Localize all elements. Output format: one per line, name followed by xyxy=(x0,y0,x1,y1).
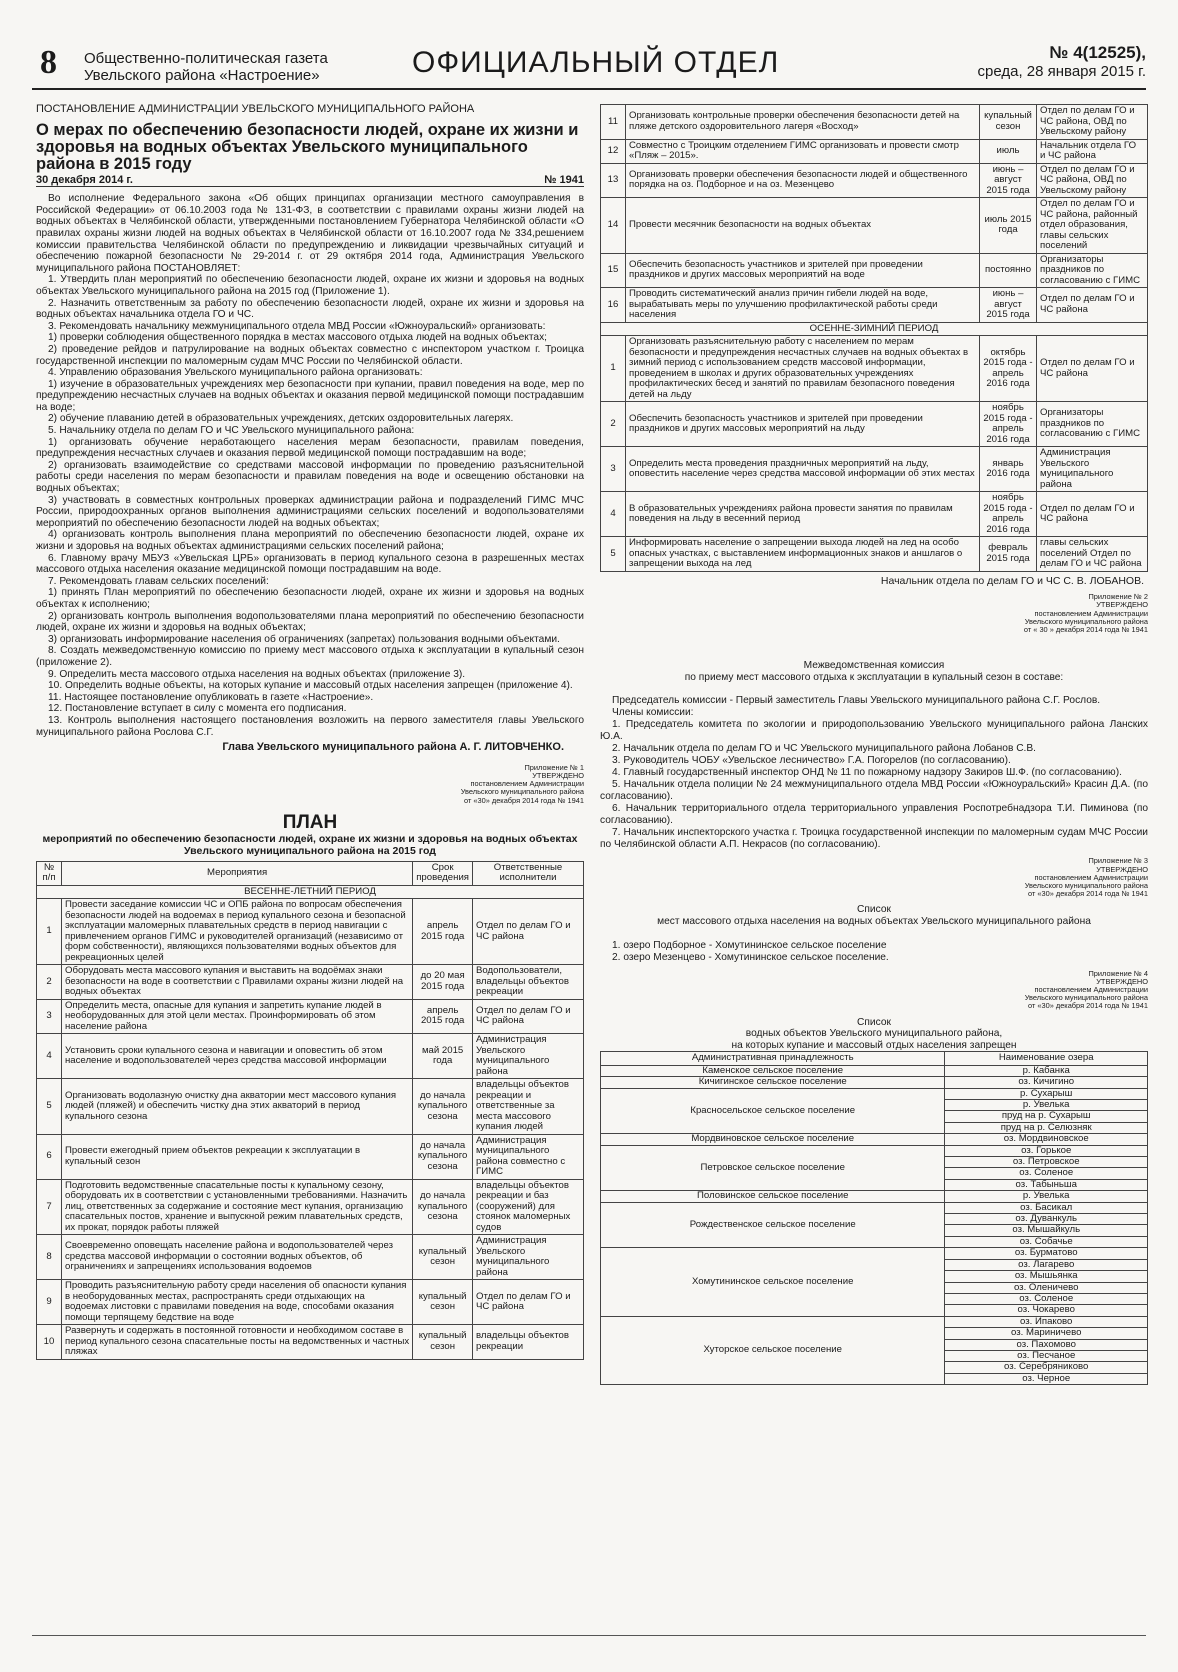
decree-title: О мерах по обеспечению безопасности людей, охране их жизни и здоровья на водных объектах Увельского муниципального района в 2015 году xyxy=(36,120,579,173)
row-number: 16 xyxy=(601,288,626,323)
lake-name: оз. Оленичево xyxy=(945,1282,1148,1293)
table-row xyxy=(601,1145,1148,1156)
table-row xyxy=(601,288,1148,323)
decree-paragraph: 2) организовать контроль выполнения водопользователями плана мероприятий по обеспечению безопасности людей, охране их жизни и здоровья на водных объектах; xyxy=(36,610,584,634)
row-responsible: Отдел по делам ГО и ЧС района xyxy=(473,1280,584,1325)
table-row xyxy=(601,1191,1148,1202)
row-activity: Проводить разъяснительную работу среди населения об опасности купания в необорудованных местах, распространять среди отдыхающих на водоемах листовки с правилами поведения на воде, способами оказания помощи терпящему бедствие на воде xyxy=(62,1280,413,1325)
decree-paragraph: Во исполнение Федерального закона «Об общих принципах организации местного самоуправления в Российской Федерации» от 06.10.2003 года № 131-ФЗ, в соответствии с правилами охраны жизни людей на водных объектах в Челябинской области, утвержденными постановлением Губернатора Челябинской области «О правилах охраны жизни людей на водных объектах в Челябинской области от 16.10.2007 года № 334,решением комиссии правительства Челябинской области по предупреждению и ликвидации чрезвычайных ситуаций и обеспечению пожарной безопасности № 29-2014 г. от 29 октября 2014 года, Администрация Увельского муниципального района ПОСТАНОВЛЯЕТ: xyxy=(36,193,584,274)
plan-table-left xyxy=(36,861,584,1360)
appendix-stamp-line: Приложение № 3 xyxy=(1088,856,1148,866)
row-number: 6 xyxy=(37,1134,62,1179)
table-row xyxy=(601,402,1148,447)
lake-name: оз. Дуванкуль xyxy=(945,1214,1148,1225)
appendix-stamp-line: постановлением Администрации xyxy=(470,779,584,789)
paper-line-2: Увельского района «Настроение» xyxy=(84,67,320,84)
decree-paragraph: 1) проверки соблюдения общественного порядка в местах массового отдыха людей на водных объектах; xyxy=(48,332,547,344)
row-responsible: Отдел по делам ГО и ЧС района xyxy=(1037,492,1148,537)
decree-date: 30 декабря 2014 г. xyxy=(36,173,133,186)
table-row xyxy=(37,899,584,965)
row-number: 12 xyxy=(601,139,626,163)
row-term: ноябрь 2015 года - апрель 2016 года xyxy=(980,492,1037,537)
appendix-stamp-line: Увельского муниципального района xyxy=(1024,993,1148,1003)
col-header-number: № п/п xyxy=(37,861,62,885)
lake-name: р. Кабанка xyxy=(945,1065,1148,1076)
row-activity: Развернуть и содержать в постоянной готовности и необходимом составе в период купального сезона спасательные посты на ведомственных и частных пляжах xyxy=(62,1325,413,1360)
table-row xyxy=(601,198,1148,254)
lake-name: оз. Лагарево xyxy=(945,1259,1148,1270)
commission-item: Члены комиссии: xyxy=(612,707,694,719)
row-number: 13 xyxy=(601,163,626,198)
row-term: до начала купального сезона xyxy=(413,1079,473,1135)
row-activity: Организовать водолазную очистку дна акватории мест массового купания людей (пляжей) и обеспечить чистку дна этих акваторий в период купального сезона xyxy=(62,1079,413,1135)
row-responsible: Отдел по делам ГО и ЧС района xyxy=(473,899,584,965)
issue-number: № 4(12525), xyxy=(1049,43,1146,62)
row-responsible: Администрация Увельского муниципального района xyxy=(473,1235,584,1280)
col-header-term: Срок проведения xyxy=(413,861,473,885)
settlement-name: Каменское сельское поселение xyxy=(601,1065,945,1076)
places-item: 2. озеро Мезенцево - Хомутининское сельское поселение. xyxy=(612,951,889,963)
table-row xyxy=(37,999,584,1034)
row-responsible: Организаторы праздников по согласованию с ГИМС xyxy=(1037,402,1148,447)
page-header xyxy=(32,40,1146,90)
row-activity: Оборудовать места массового купания и выставить на водоёмах знаки безопасности на воде в соответствии с Правилами охраны жизни людей на водных объектах xyxy=(62,965,413,1000)
lake-name: оз. Бурматово xyxy=(945,1248,1148,1259)
lakes-subtitle-1: водных объектов Увельского муниципального района, xyxy=(745,1028,1003,1040)
row-activity: Проводить систематический анализ причин гибели людей на воде, вырабатывать меры по улучшению профилактической работы среди населения xyxy=(626,288,980,323)
lake-name: оз. Горькое xyxy=(945,1145,1148,1156)
appendix-stamp-line: от «30» декабря 2014 года № 1941 xyxy=(464,795,584,805)
commission-list xyxy=(600,695,1148,851)
appendix-stamp-line: от « 30 » декабря 2014 года № 1941 xyxy=(1023,624,1148,634)
row-term: купальный сезон xyxy=(980,105,1037,140)
settlement-name: Мордвиновское сельское поселение xyxy=(601,1134,945,1145)
places-title: Список xyxy=(857,904,891,916)
lake-name: оз. Соленое xyxy=(945,1293,1148,1304)
table-row xyxy=(601,1065,1148,1076)
appendix-stamp-line: Увельского муниципального района xyxy=(460,787,584,797)
row-term: постоянно xyxy=(980,253,1037,288)
row-term: купальный сезон xyxy=(413,1235,473,1280)
lakes-col-settlement: Административная принадлежность xyxy=(601,1052,945,1066)
row-activity: Организовать разъяснительную работу с населением по мерам безопасности и предупреждения несчастных случаев на водных объектах в зимний период с использованием средств массовой информации, проведением в школах и других образовательных учреждениях профилактических бесед и занятий по правилам безопасного поведения детей на льду xyxy=(626,336,980,402)
table-row xyxy=(601,492,1148,537)
row-number: 8 xyxy=(37,1235,62,1280)
settlement-name: Половинское сельское поселение xyxy=(601,1191,945,1202)
row-term: январь 2016 года xyxy=(980,447,1037,492)
decree-signature: Глава Увельского муниципального района А. Г. ЛИТОВЧЕНКО. xyxy=(222,741,564,754)
decree-paragraph: 2) проведение рейдов и патрулирование на водных объектах совместно с инспектором участком г. Троицка государственной инспекции по маломерным судам МЧС России по Челябинской области. xyxy=(36,343,584,367)
page-number: 8 xyxy=(40,44,57,81)
lake-name: р. Сухарыш xyxy=(945,1088,1148,1099)
settlement-name: Петровское сельское поселение xyxy=(601,1145,945,1191)
places-item: 1. озеро Подборное - Хомутининское сельское поселение xyxy=(612,939,887,951)
decree-paragraph: 1. Утвердить план мероприятий по обеспечению безопасности людей, охране их жизни и здоровья на водных объектах Увельского муниципального района на 2015 год (Приложение 1). xyxy=(36,274,584,297)
lake-name: оз. Табыньша xyxy=(945,1179,1148,1190)
row-term: ноябрь 2015 года - апрель 2016 года xyxy=(980,402,1037,447)
row-number: 15 xyxy=(601,253,626,288)
decree-paragraph: 1) изучение в образовательных учреждениях мер безопасности при купании, правил поведения на воде, мер по предупреждению несчастных случаев на водных объектах и оказания первой медицинской помощи пострадавшим на воде; xyxy=(36,378,584,413)
table-row xyxy=(37,1034,584,1079)
settlement-name: Красносельское сельское поселение xyxy=(601,1088,945,1134)
lake-name: оз. Мариничево xyxy=(945,1328,1148,1339)
period-winter: ОСЕННЕ-ЗИМНИЙ ПЕРИОД xyxy=(601,322,1148,336)
lake-name: пруд на р. Сухарыш xyxy=(945,1111,1148,1122)
decree-paragraph: 3. Рекомендовать начальнику межмуниципального отдела МВД России «Южноуральский» организовать: xyxy=(48,320,546,332)
decree-paragraph: 8. Создать межведомственную комиссию по приему мест массового отдыха к эксплуатации в купальный сезон (приложение 2). xyxy=(36,645,584,668)
table-row xyxy=(37,1235,584,1280)
row-activity: Определить места проведения праздничных мероприятий на льду, оповестить население через средства массовой информации об этих местах xyxy=(626,447,980,492)
places-list xyxy=(600,940,1148,964)
lake-name: оз. Собачье xyxy=(945,1236,1148,1247)
table-row xyxy=(601,1316,1148,1327)
decree-paragraph: 10. Определить водные объекты, на которых купание и массовый отдых населения запрещен (приложение 4). xyxy=(48,680,573,692)
table-row xyxy=(601,105,1148,140)
row-term: апрель 2015 года xyxy=(413,899,473,965)
row-activity: Обеспечить безопасность участников и зрителей при проведении праздников и других массовых мероприятий на воде xyxy=(626,253,980,288)
lakes-title: Список xyxy=(857,1016,891,1028)
table-row xyxy=(601,336,1148,402)
settlement-name: Рождественское сельское поселение xyxy=(601,1202,945,1248)
row-number: 7 xyxy=(37,1179,62,1235)
row-activity: Подготовить ведомственные спасательные посты к купальному сезону, оборудовать их в соответствии с установленными требованиями. Назначить лиц, ответственных за содержание и состояние мест купания, организацию спасательных постов, хранение и выпускной режим плавательных средств, их прокат, порядок работы пляжей xyxy=(62,1179,413,1235)
table-row xyxy=(37,1134,584,1179)
table-row xyxy=(37,1280,584,1325)
row-responsible: Отдел по делам ГО и ЧС района, ОВД по Увельскому району xyxy=(1037,163,1148,198)
row-activity: Определить места, опасные для купания и запретить купание людей в необорудованных для этой цели местах. Проинформировать об этом население района xyxy=(62,999,413,1034)
plan-title: ПЛАН xyxy=(282,811,338,833)
lake-name: пруд на р. Селюзняк xyxy=(945,1122,1148,1133)
decree-paragraph: 12. Постановление вступает в силу с момента его подписания. xyxy=(48,703,347,715)
row-activity: В образовательных учреждениях района провести занятия по правилам поведения на льду в весенний период xyxy=(626,492,980,537)
lake-name: оз. Мышьянка xyxy=(945,1271,1148,1282)
table-row xyxy=(601,537,1148,572)
table-row xyxy=(601,1134,1148,1145)
right-column xyxy=(600,104,1148,1385)
row-activity: Совместно с Троицким отделением ГИМС организовать и провести смотр «Пляж – 2015». xyxy=(626,139,980,163)
appendix-stamp-line: Приложение № 2 xyxy=(1088,592,1148,602)
row-responsible: владельцы объектов рекреации и ответственные за места массового купания людей xyxy=(473,1079,584,1135)
appendix-stamp-line: УТВЕРЖДЕНО xyxy=(532,770,584,780)
decree-paragraph: 5. Начальнику отдела по делам ГО и ЧС Увельского муниципального района: xyxy=(48,425,415,437)
row-term: май 2015 года xyxy=(413,1034,473,1079)
decree-paragraph: 4) организовать контроль выполнения плана мероприятий по обеспечению безопасности людей, охране их жизни и здоровья на водных объектах администрациями сельских поселений района; xyxy=(36,529,584,552)
appendix-1-stamp xyxy=(36,764,584,805)
newspaper-name xyxy=(84,50,328,84)
table-row xyxy=(601,163,1148,198)
settlement-name: Хомутининское сельское поселение xyxy=(601,1248,945,1316)
lake-name: р. Увелька xyxy=(945,1191,1148,1202)
commission-item: 1. Председатель комитета по экологии и природопользованию Увельского муниципального района Ланских Ю.А. xyxy=(600,719,1148,743)
decree-number: № 1941 xyxy=(544,173,584,186)
lake-name: оз. Чокарево xyxy=(945,1305,1148,1316)
appendix-stamp-line: Приложение № 4 xyxy=(1088,968,1148,978)
decree-paragraph: 2) организовать взаимодействие со средствами массовой информации по проведению разъяснительной работы среди населения по мерам безопасности и правилам поведения на воде и освещению обстановки на водных объектах; xyxy=(36,459,584,495)
decree-paragraph: 6. Главному врачу МБУЗ «Увельская ЦРБ» организовать в период купального сезона в разрешенных местах массового отдыха населения оказание медицинской помощи пострадавшим на воде. xyxy=(36,552,584,576)
row-number: 1 xyxy=(601,336,626,402)
row-term: купальный сезон xyxy=(413,1280,473,1325)
lake-name: оз. Басикал xyxy=(945,1202,1148,1213)
row-activity: Организовать контрольные проверки обеспечения безопасности детей на пляже детского оздоровительного лагеря «Восход» xyxy=(626,105,980,140)
lake-name: оз. Соленое xyxy=(945,1168,1148,1179)
row-activity: Обеспечить безопасность участников и зрителей при проведении праздников и других массовых мероприятий на льду xyxy=(626,402,980,447)
row-term: июль xyxy=(980,139,1037,163)
row-number: 4 xyxy=(37,1034,62,1079)
row-term: апрель 2015 года xyxy=(413,999,473,1034)
commission-item: 6. Начальник территориального отдела территориального управления Роспотребнадзора Т.И. Пиминова (по согласованию). xyxy=(600,803,1148,827)
commission-item: 4. Главный государственный инспектор ОНД № 11 по пожарному надзору Закиров Ш.Ф. (по согласованию). xyxy=(612,767,1122,779)
plan-subtitle: мероприятий по обеспечению безопасности людей, охране их жизни и здоровья на водных объектах Увельского муниципального района на 2015 год xyxy=(42,832,578,857)
commission-subtitle: по приему мест массового отдыха к эксплуатации в купальный сезон в составе: xyxy=(684,671,1064,683)
issue-info xyxy=(978,44,1147,81)
row-responsible: Администрация муниципального района совместно с ГИМС xyxy=(473,1134,584,1179)
row-number: 2 xyxy=(601,402,626,447)
table-row xyxy=(601,253,1148,288)
decree-paragraph: 2. Назначить ответственным за работу по обеспечению безопасности людей, охране их жизни и здоровья на водных объектах начальника отдела ГО и ЧС. xyxy=(36,297,584,321)
row-number: 11 xyxy=(601,105,626,140)
row-activity: Провести заседание комиссии ЧС и ОПБ района по вопросам обеспечения безопасности людей на водоемах в период купального сезона и безопасной эксплуатации маломерных плавательных средств в период навигации с привлечением органов ГИМС и руководителей организаций (независимо от форм собственности), являющихся пользователями водных объектов для рекреационных целей xyxy=(62,899,413,965)
settlement-name: Кичигинское сельское поселение xyxy=(601,1077,945,1088)
row-responsible: Администрация Увельского муниципального района xyxy=(473,1034,584,1079)
table-row xyxy=(601,1248,1148,1259)
appendix-3-stamp xyxy=(600,857,1148,898)
row-activity: Провести ежегодный прием объектов рекреации к эксплуатации в купальный сезон xyxy=(62,1134,413,1179)
left-column xyxy=(36,104,584,1360)
table-row xyxy=(37,965,584,1000)
row-activity: Установить сроки купального сезона и навигации и оповестить об этом население и водопользователей через средства массовой информации xyxy=(62,1034,413,1079)
table-row xyxy=(601,1202,1148,1213)
lake-name: оз. Пахомово xyxy=(945,1339,1148,1350)
commission-item: 2. Начальник отдела по делам ГО и ЧС Увельского муниципального района Лобанов С.В. xyxy=(612,743,1037,755)
table-row xyxy=(37,1179,584,1235)
commission-title: Межведомственная комиссия xyxy=(803,660,945,672)
row-number: 1 xyxy=(37,899,62,965)
decree-paragraph: 7. Рекомендовать главам сельских поселений: xyxy=(48,575,269,587)
commission-item: 3. Руководитель ЧОБУ «Увельское лесничество» Г.А. Погорелов (по согласованию). xyxy=(612,755,1011,767)
lake-name: оз. Серебряниково xyxy=(945,1362,1148,1373)
row-term: октябрь 2015 года - апрель 2016 года xyxy=(980,336,1037,402)
col-header-responsible: Ответственные исполнители xyxy=(473,861,584,885)
section-title: ОФИЦИАЛЬНЫЙ ОТДЕЛ xyxy=(412,46,780,79)
appendix-stamp-line: от «30» декабря 2014 года № 1941 xyxy=(1028,1001,1148,1011)
commission-item: 7. Начальник инспекторского участка г. Троицка государственной инспекции по маломерным судам МЧС России по Челябинской области А.П. Некрасов (по согласованию). xyxy=(600,827,1148,851)
decree-paragraph: 3) участвовать в совместных контрольных проверках администрации района и подразделений ГИМС МЧС России, природоохранных органов выполнения администрациями сельских поселений и водопользователями мероприятий по обеспечению безопасности людей на водных объектах; xyxy=(36,494,584,529)
lake-name: оз. Мышайкуль xyxy=(945,1225,1148,1236)
appendix-stamp-line: постановлением Администрации xyxy=(1034,984,1148,994)
lakes-subtitle-2: на которых купание и массовый отдых населения запрещен xyxy=(731,1039,1017,1051)
plan-chief-signature: Начальник отдела по делам ГО и ЧС С. В. ЛОБАНОВ. xyxy=(880,574,1144,587)
row-responsible: главы сельских поселений Отдел по делам ГО и ЧС района xyxy=(1037,537,1148,572)
lakes-col-lake: Наименование озера xyxy=(945,1052,1148,1066)
row-responsible: владельцы объектов рекреации и баз (сооружений) для стоянок маломерных судов xyxy=(473,1179,584,1235)
decree-paragraph: 1) организовать обучение неработающего населения мерам безопасности, правилам поведения, предупреждения несчастных случаев и оказания первой медицинской помощи пострадавшим на воде; xyxy=(36,436,584,460)
decree-paragraph: 1) принять План мероприятий по обеспечению безопасности людей, охране их жизни и здоровья на водных объектах к исполнению; xyxy=(36,587,584,610)
row-responsible: Отдел по делам ГО и ЧС района xyxy=(1037,288,1148,323)
row-responsible: Администрация Увельского муниципального района xyxy=(1037,447,1148,492)
lake-name: оз. Мордвиновское xyxy=(945,1134,1148,1145)
row-activity: Своевременно оповещать население района и водопользователей через средства массовой информации о состоянии водных объектов, об ограничениях и запрещениях использования водоемов xyxy=(62,1235,413,1280)
row-number: 9 xyxy=(37,1280,62,1325)
row-number: 14 xyxy=(601,198,626,254)
appendix-stamp-line: Увельского муниципального района xyxy=(1024,880,1148,890)
places-subtitle: мест массового отдыха населения на водных объектах Увельского муниципального района xyxy=(657,915,1091,927)
lake-name: оз. Кичигино xyxy=(945,1077,1148,1088)
row-number: 10 xyxy=(37,1325,62,1360)
table-row xyxy=(601,139,1148,163)
appendix-4-stamp xyxy=(600,970,1148,1011)
table-row xyxy=(601,447,1148,492)
paper-line-1: Общественно-политическая газета xyxy=(84,50,328,67)
row-responsible: Отдел по делам ГО и ЧС района, районный отдел образования, главы сельских поселений xyxy=(1037,198,1148,254)
appendix-2-stamp xyxy=(600,593,1148,634)
commission-item: Председатель комиссии - Первый заместитель Главы Увельского муниципального района С.Г. Рослов. xyxy=(612,695,1101,707)
row-term: июнь – август 2015 года xyxy=(980,288,1037,323)
row-responsible: владельцы объектов рекреации xyxy=(473,1325,584,1360)
row-term: до 20 мая 2015 года xyxy=(413,965,473,1000)
row-responsible: Отдел по делам ГО и ЧС района, ОВД по Увельскому району xyxy=(1037,105,1148,140)
lakes-table xyxy=(600,1051,1148,1385)
appendix-stamp-line: Увельского муниципального района xyxy=(1024,616,1148,626)
row-number: 2 xyxy=(37,965,62,1000)
appendix-stamp-line: УТВЕРЖДЕНО xyxy=(1096,976,1148,986)
row-activity: Организовать проверки обеспечения безопасности людей и общественного порядка на оз. Подборное и на оз. Мезенцево xyxy=(626,163,980,198)
table-row xyxy=(601,1088,1148,1099)
decree-paragraph: 11. Настоящее постановление опубликовать в газете «Настроение». xyxy=(48,691,374,703)
appendix-stamp-line: Приложение № 1 xyxy=(524,762,584,772)
row-activity: Провести месячник безопасности на водных объектах xyxy=(626,198,980,254)
lake-name: оз. Черное xyxy=(945,1373,1148,1384)
decree-body xyxy=(36,193,584,738)
row-number: 5 xyxy=(601,537,626,572)
row-term: купальный сезон xyxy=(413,1325,473,1360)
row-number: 3 xyxy=(37,999,62,1034)
lake-name: р. Увелька xyxy=(945,1100,1148,1111)
table-row xyxy=(37,1079,584,1135)
row-term: июнь – август 2015 года xyxy=(980,163,1037,198)
row-number: 5 xyxy=(37,1079,62,1135)
col-header-activity: Мероприятия xyxy=(62,861,413,885)
page-footer-rule xyxy=(32,1635,1146,1636)
appendix-stamp-line: УТВЕРЖДЕНО xyxy=(1096,600,1148,610)
issue-date: среда, 28 января 2015 г. xyxy=(977,63,1146,80)
appendix-stamp-line: постановлением Администрации xyxy=(1034,608,1148,618)
decree-paragraph: 3) организовать информирование населения об ограничениях (запретах) пользования водными объектами. xyxy=(48,633,560,645)
row-number: 4 xyxy=(601,492,626,537)
row-responsible: Водопользователи, владельцы объектов рекреации xyxy=(473,965,584,1000)
decree-paragraph: 2) обучение плаванию детей в образовательных учреждениях, детских оздоровительных лагерях. xyxy=(48,413,514,425)
appendix-stamp-line: УТВЕРЖДЕНО xyxy=(1096,864,1148,874)
row-responsible: Начальник отдела ГО и ЧС района xyxy=(1037,139,1148,163)
row-number: 3 xyxy=(601,447,626,492)
lake-name: оз. Петровское xyxy=(945,1157,1148,1168)
decree-paragraph: 9. Определить места массового отдыха населения на водных объектах (приложение 3). xyxy=(48,668,466,680)
row-term: июль 2015 года xyxy=(980,198,1037,254)
row-term: до начала купального сезона xyxy=(413,1179,473,1235)
table-row xyxy=(37,1325,584,1360)
row-term: до начала купального сезона xyxy=(413,1134,473,1179)
lake-name: оз. Ипаково xyxy=(945,1316,1148,1327)
table-row xyxy=(601,1077,1148,1088)
decree-paragraph: 13. Контроль выполнения настоящего постановления возложить на первого заместителя главы Увельского муниципального района Рослова С.Г. xyxy=(36,714,584,738)
appendix-stamp-line: от «30» декабря 2014 года № 1941 xyxy=(1028,889,1148,899)
decree-paragraph: 4. Управлению образования Увельского муниципального района организовать: xyxy=(48,367,423,379)
appendix-stamp-line: постановлением Администрации xyxy=(1034,872,1148,882)
plan-table-right xyxy=(600,104,1148,572)
decree-dateline xyxy=(36,175,584,188)
row-responsible: Отдел по делам ГО и ЧС района xyxy=(473,999,584,1034)
lake-name: оз. Песчаное xyxy=(945,1350,1148,1361)
row-term: февраль 2015 года xyxy=(980,537,1037,572)
row-activity: Информировать население о запрещении выхода людей на лед на особо опасных участках, с выставлением информационных знаков и аншлагов о запрещении выхода на лед xyxy=(626,537,980,572)
commission-item: 5. Начальник отдела полиции № 24 межмуниципального отдела МВД России «Южноуральский» Красин Д.А. (по согласованию). xyxy=(600,779,1148,803)
settlement-name: Хуторское сельское поселение xyxy=(601,1316,945,1384)
row-responsible: Отдел по делам ГО и ЧС района xyxy=(1037,336,1148,402)
period-summer: ВЕСЕННЕ-ЛЕТНИЙ ПЕРИОД xyxy=(37,885,584,899)
row-responsible: Организаторы праздников по согласованию с ГИМС xyxy=(1037,253,1148,288)
decree-kicker: ПОСТАНОВЛЕНИЕ АДМИНИСТРАЦИИ УВЕЛЬСКОГО МУНИЦИПАЛЬНОГО РАЙОНА xyxy=(36,103,475,115)
